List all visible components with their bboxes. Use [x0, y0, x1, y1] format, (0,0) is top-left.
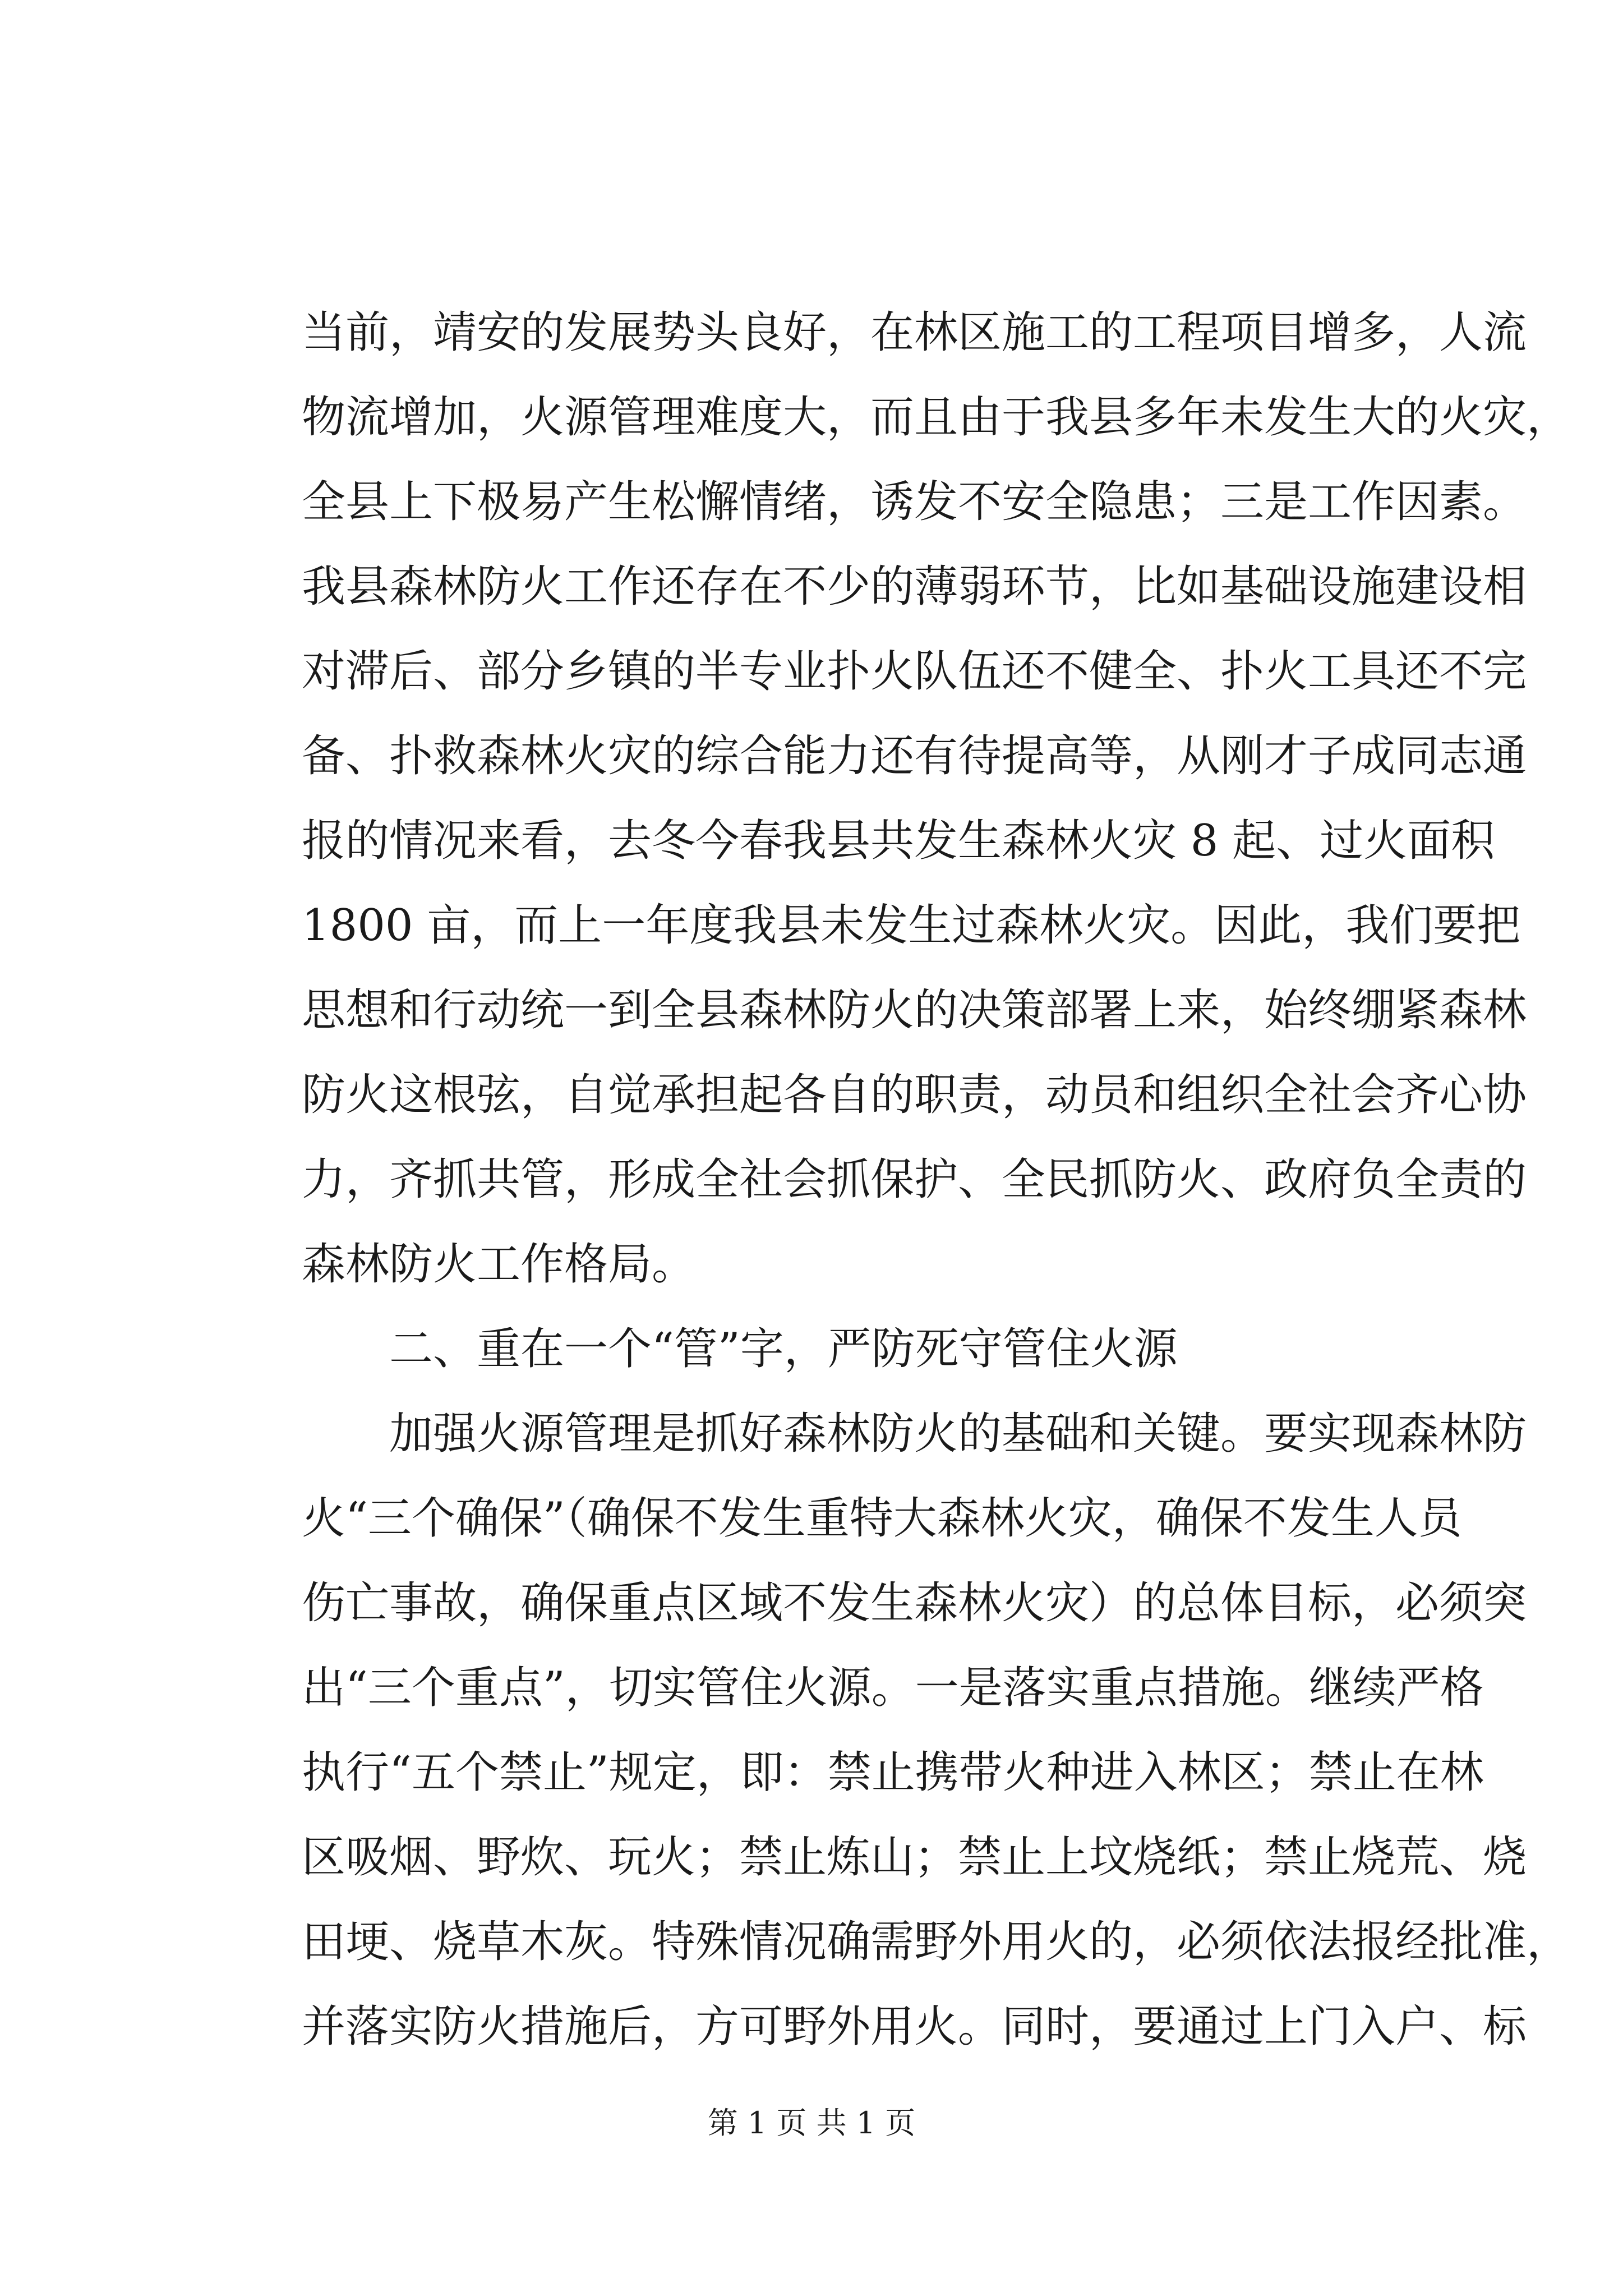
text-line: 对滞后、部分乡镇的半专业扑火队伍还不健全、扑火工具还不完 [302, 646, 1527, 697]
text-line: 我县森林防火工作还存在不少的薄弱环节，比如基础设施建设相 [302, 562, 1527, 612]
text-line: 防火这根弦，自觉承担起各自的职责，动员和组织全社会齐心协 [302, 1070, 1527, 1120]
text-line: 思想和行动统一到全县森林防火的决策部署上来，始终绷紧森林 [302, 985, 1527, 1036]
text-line: 火“三个确保”（确保不发生重特大森林火灾，确保不发生人员 [302, 1493, 1462, 1544]
text-line: 并落实防火措施后，方可野外用火。同时，要通过上门入户、标 [302, 2001, 1527, 2052]
text-line: 出“三个重点”，切实管住火源。一是落实重点措施。继续严格 [302, 1663, 1484, 1713]
text-line: 力，齐抓共管，形成全社会抓保护、全民抓防火、政府负全责的 [302, 1154, 1527, 1205]
text-line: 物流增加，火源管理难度大，而且由于我县多年未发生大的火灾， [302, 392, 1571, 443]
section-heading: 二、重在一个“管”字，严防死守管住火源 [389, 1324, 1178, 1374]
page-footer: 第 1 页 共 1 页 [707, 2105, 916, 2141]
text-line: 森林防火工作格局。 [302, 1239, 696, 1290]
text-line: 加强火源管理是抓好森林防火的基础和关键。要实现森林防 [389, 1409, 1527, 1459]
text-line: 当前，靖安的发展势头良好，在林区施工的工程项目增多，人流 [302, 307, 1527, 358]
text-line: 1800 亩，而上一年度我县未发生过森林火灾。因此，我们要把 [302, 900, 1521, 951]
text-line: 全县上下极易产生松懈情绪，诱发不安全隐患；三是工作因素。 [302, 477, 1527, 527]
text-line: 田埂、烧草木灰。特殊情况确需野外用火的，必须依法报经批准， [302, 1917, 1571, 1967]
text-line: 报的情况来看，去冬今春我县共发生森林火灾 8 起、过火面积 [302, 816, 1495, 866]
text-line: 区吸烟、野炊、玩火；禁止炼山；禁止上坟烧纸；禁止烧荒、烧 [302, 1832, 1527, 1883]
body-text [302, 291, 1571, 2069]
text-line: 备、扑救森林火灾的综合能力还有待提高等，从刚才子成同志通 [302, 731, 1527, 781]
text-line: 伤亡事故，确保重点区域不发生森林火灾）的总体目标，必须突 [302, 1578, 1527, 1628]
text-line: 执行“五个禁止”规定，即：禁止携带火种进入林区；禁止在林 [302, 1747, 1484, 1798]
